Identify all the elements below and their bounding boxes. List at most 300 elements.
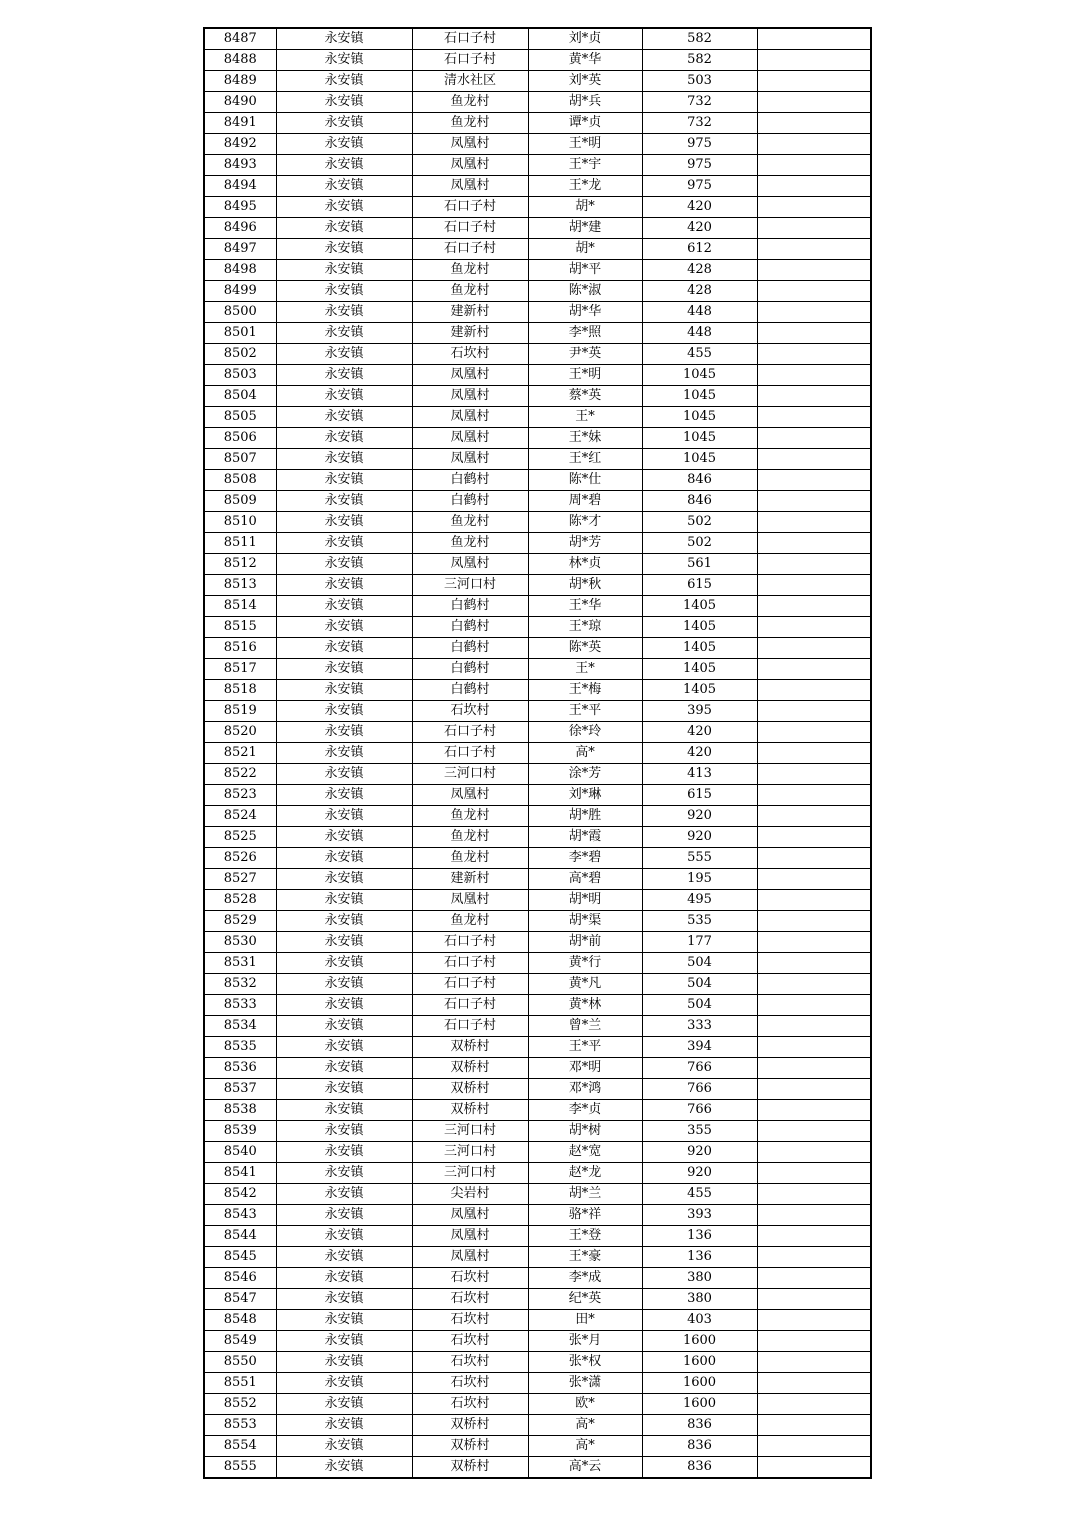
table-row [204,449,871,470]
remark-cell [757,764,871,785]
remark-cell [757,1247,871,1268]
amount-cell: 1600 [642,1373,757,1394]
village-cell: 三河口村 [412,764,528,785]
serial-number-cell: 8501 [204,323,276,344]
name-cell: 张*权 [528,1352,642,1373]
village-cell: 尖岩村 [412,1184,528,1205]
village-cell: 石坎村 [412,1268,528,1289]
serial-number-cell: 8534 [204,1016,276,1037]
village-cell: 鱼龙村 [412,848,528,869]
remark-cell [757,1121,871,1142]
amount-cell: 504 [642,953,757,974]
amount-cell: 403 [642,1310,757,1331]
serial-number-cell: 8493 [204,155,276,176]
village-cell: 石口子村 [412,953,528,974]
serial-number-cell: 8549 [204,1331,276,1352]
remark-cell [757,449,871,470]
remark-cell [757,659,871,680]
remark-cell [757,1016,871,1037]
town-cell: 永安镇 [276,827,412,848]
amount-cell: 393 [642,1205,757,1226]
town-cell: 永安镇 [276,1058,412,1079]
remark-cell [757,155,871,176]
serial-number-cell: 8512 [204,554,276,575]
village-cell: 三河口村 [412,1121,528,1142]
name-cell: 王*明 [528,365,642,386]
remark-cell [757,1268,871,1289]
remark-cell [757,1394,871,1415]
amount-cell: 1045 [642,428,757,449]
village-cell: 鱼龙村 [412,827,528,848]
village-cell: 凤凰村 [412,1226,528,1247]
serial-number-cell: 8539 [204,1121,276,1142]
town-cell: 永安镇 [276,575,412,596]
table-row [204,743,871,764]
serial-number-cell: 8525 [204,827,276,848]
village-cell: 凤凰村 [412,428,528,449]
name-cell: 周*碧 [528,491,642,512]
name-cell: 胡*建 [528,218,642,239]
amount-cell: 975 [642,176,757,197]
town-cell: 永安镇 [276,1079,412,1100]
village-cell: 石口子村 [412,197,528,218]
remark-cell [757,323,871,344]
name-cell: 胡*兵 [528,92,642,113]
serial-number-cell: 8507 [204,449,276,470]
table-row [204,911,871,932]
village-cell: 凤凰村 [412,890,528,911]
serial-number-cell: 8535 [204,1037,276,1058]
town-cell: 永安镇 [276,1184,412,1205]
serial-number-cell: 8521 [204,743,276,764]
village-cell: 石口子村 [412,218,528,239]
name-cell: 王*龙 [528,176,642,197]
village-cell: 双桥村 [412,1079,528,1100]
name-cell: 陈*仕 [528,470,642,491]
amount-cell: 920 [642,827,757,848]
remark-cell [757,1079,871,1100]
remark-cell [757,1100,871,1121]
village-cell: 凤凰村 [412,407,528,428]
town-cell: 永安镇 [276,1310,412,1331]
table-row [204,407,871,428]
amount-cell: 920 [642,1163,757,1184]
remark-cell [757,575,871,596]
serial-number-cell: 8524 [204,806,276,827]
serial-number-cell: 8541 [204,1163,276,1184]
village-cell: 凤凰村 [412,1247,528,1268]
name-cell: 黄*凡 [528,974,642,995]
serial-number-cell: 8511 [204,533,276,554]
table-row [204,638,871,659]
village-cell: 凤凰村 [412,365,528,386]
amount-cell: 333 [642,1016,757,1037]
table-row [204,1331,871,1352]
name-cell: 刘*贞 [528,28,642,50]
town-cell: 永安镇 [276,176,412,197]
table-row [204,1457,871,1479]
serial-number-cell: 8543 [204,1205,276,1226]
amount-cell: 428 [642,260,757,281]
amount-cell: 836 [642,1436,757,1457]
name-cell: 胡* [528,239,642,260]
town-cell: 永安镇 [276,1142,412,1163]
village-cell: 石口子村 [412,1016,528,1037]
town-cell: 永安镇 [276,197,412,218]
remark-cell [757,28,871,50]
name-cell: 王*宇 [528,155,642,176]
serial-number-cell: 8489 [204,71,276,92]
amount-cell: 836 [642,1457,757,1479]
serial-number-cell: 8545 [204,1247,276,1268]
name-cell: 王*梅 [528,680,642,701]
amount-cell: 448 [642,302,757,323]
table-row [204,218,871,239]
village-cell: 双桥村 [412,1058,528,1079]
table-row [204,365,871,386]
village-cell: 石坎村 [412,1289,528,1310]
village-cell: 双桥村 [412,1100,528,1121]
table-row [204,680,871,701]
amount-cell: 136 [642,1226,757,1247]
amount-cell: 502 [642,512,757,533]
remark-cell [757,596,871,617]
amount-cell: 1045 [642,407,757,428]
town-cell: 永安镇 [276,512,412,533]
serial-number-cell: 8509 [204,491,276,512]
table-row [204,1016,871,1037]
remark-cell [757,638,871,659]
name-cell: 刘*英 [528,71,642,92]
town-cell: 永安镇 [276,995,412,1016]
amount-cell: 732 [642,113,757,134]
serial-number-cell: 8492 [204,134,276,155]
amount-cell: 836 [642,1415,757,1436]
name-cell: 赵*宽 [528,1142,642,1163]
remark-cell [757,869,871,890]
town-cell: 永安镇 [276,1331,412,1352]
village-cell: 凤凰村 [412,449,528,470]
table-row [204,617,871,638]
town-cell: 永安镇 [276,71,412,92]
name-cell: 王*豪 [528,1247,642,1268]
village-cell: 建新村 [412,869,528,890]
name-cell: 胡*芳 [528,533,642,554]
name-cell: 林*贞 [528,554,642,575]
town-cell: 永安镇 [276,1415,412,1436]
amount-cell: 1405 [642,596,757,617]
amount-cell: 177 [642,932,757,953]
village-cell: 石坎村 [412,1394,528,1415]
name-cell: 胡*胜 [528,806,642,827]
remark-cell [757,50,871,71]
town-cell: 永安镇 [276,743,412,764]
table-row [204,1226,871,1247]
serial-number-cell: 8529 [204,911,276,932]
amount-cell: 1045 [642,365,757,386]
remark-cell [757,1289,871,1310]
table-row [204,28,871,50]
town-cell: 永安镇 [276,869,412,890]
table-row [204,701,871,722]
town-cell: 永安镇 [276,50,412,71]
serial-number-cell: 8547 [204,1289,276,1310]
name-cell: 尹*英 [528,344,642,365]
amount-cell: 582 [642,28,757,50]
village-cell: 鱼龙村 [412,260,528,281]
town-cell: 永安镇 [276,1394,412,1415]
name-cell: 胡*平 [528,260,642,281]
village-cell: 鱼龙村 [412,113,528,134]
remark-cell [757,722,871,743]
amount-cell: 448 [642,323,757,344]
serial-number-cell: 8514 [204,596,276,617]
serial-number-cell: 8531 [204,953,276,974]
town-cell: 永安镇 [276,281,412,302]
remark-cell [757,386,871,407]
amount-cell: 502 [642,533,757,554]
amount-cell: 920 [642,1142,757,1163]
amount-cell: 1405 [642,659,757,680]
amount-cell: 1600 [642,1331,757,1352]
town-cell: 永安镇 [276,974,412,995]
village-cell: 白鹤村 [412,470,528,491]
table-row [204,239,871,260]
table-row [204,155,871,176]
name-cell: 黄*行 [528,953,642,974]
table-row [204,533,871,554]
serial-number-cell: 8554 [204,1436,276,1457]
amount-cell: 975 [642,134,757,155]
town-cell: 永安镇 [276,932,412,953]
data-sheet [203,27,870,1479]
table-row [204,827,871,848]
town-cell: 永安镇 [276,1436,412,1457]
name-cell: 陈*英 [528,638,642,659]
amount-cell: 455 [642,344,757,365]
remark-cell [757,218,871,239]
table-row [204,1184,871,1205]
village-cell: 石坎村 [412,1310,528,1331]
amount-cell: 455 [642,1184,757,1205]
remark-cell [757,1436,871,1457]
amount-cell: 495 [642,890,757,911]
remark-cell [757,680,871,701]
name-cell: 田* [528,1310,642,1331]
town-cell: 永安镇 [276,533,412,554]
town-cell: 永安镇 [276,848,412,869]
amount-cell: 136 [642,1247,757,1268]
table-row [204,176,871,197]
table-row [204,344,871,365]
serial-number-cell: 8495 [204,197,276,218]
remark-cell [757,974,871,995]
village-cell: 石口子村 [412,50,528,71]
village-cell: 清水社区 [412,71,528,92]
serial-number-cell: 8533 [204,995,276,1016]
table-row [204,1352,871,1373]
records-table [203,27,872,1479]
amount-cell: 413 [642,764,757,785]
town-cell: 永安镇 [276,911,412,932]
remark-cell [757,470,871,491]
name-cell: 李*贞 [528,1100,642,1121]
village-cell: 石口子村 [412,932,528,953]
serial-number-cell: 8497 [204,239,276,260]
name-cell: 曾*兰 [528,1016,642,1037]
amount-cell: 766 [642,1079,757,1100]
remark-cell [757,911,871,932]
name-cell: 胡*前 [528,932,642,953]
table-row [204,512,871,533]
name-cell: 高*云 [528,1457,642,1479]
serial-number-cell: 8517 [204,659,276,680]
name-cell: 胡* [528,197,642,218]
table-row [204,260,871,281]
table-row [204,281,871,302]
village-cell: 石坎村 [412,344,528,365]
serial-number-cell: 8530 [204,932,276,953]
name-cell: 王*登 [528,1226,642,1247]
name-cell: 胡*华 [528,302,642,323]
table-row [204,953,871,974]
amount-cell: 1045 [642,449,757,470]
table-row [204,92,871,113]
village-cell: 石口子村 [412,722,528,743]
amount-cell: 1600 [642,1352,757,1373]
amount-cell: 1405 [642,617,757,638]
serial-number-cell: 8542 [204,1184,276,1205]
amount-cell: 846 [642,491,757,512]
table-row [204,428,871,449]
village-cell: 双桥村 [412,1037,528,1058]
village-cell: 石口子村 [412,995,528,1016]
table-row [204,1436,871,1457]
table-row [204,869,871,890]
table-row [204,785,871,806]
name-cell: 胡*兰 [528,1184,642,1205]
serial-number-cell: 8491 [204,113,276,134]
serial-number-cell: 8550 [204,1352,276,1373]
name-cell: 纪*英 [528,1289,642,1310]
serial-number-cell: 8540 [204,1142,276,1163]
table-row [204,1373,871,1394]
serial-number-cell: 8500 [204,302,276,323]
serial-number-cell: 8487 [204,28,276,50]
amount-cell: 582 [642,50,757,71]
remark-cell [757,365,871,386]
town-cell: 永安镇 [276,260,412,281]
town-cell: 永安镇 [276,596,412,617]
remark-cell [757,1373,871,1394]
table-row [204,659,871,680]
amount-cell: 380 [642,1289,757,1310]
amount-cell: 1405 [642,638,757,659]
village-cell: 建新村 [412,323,528,344]
village-cell: 凤凰村 [412,785,528,806]
name-cell: 高*碧 [528,869,642,890]
village-cell: 三河口村 [412,1142,528,1163]
remark-cell [757,134,871,155]
serial-number-cell: 8506 [204,428,276,449]
town-cell: 永安镇 [276,155,412,176]
name-cell: 陈*淑 [528,281,642,302]
name-cell: 王*华 [528,596,642,617]
village-cell: 鱼龙村 [412,806,528,827]
remark-cell [757,1163,871,1184]
name-cell: 黄*林 [528,995,642,1016]
town-cell: 永安镇 [276,1016,412,1037]
serial-number-cell: 8513 [204,575,276,596]
remark-cell [757,932,871,953]
village-cell: 凤凰村 [412,1205,528,1226]
serial-number-cell: 8499 [204,281,276,302]
table-row [204,1205,871,1226]
village-cell: 石口子村 [412,974,528,995]
name-cell: 刘*琳 [528,785,642,806]
amount-cell: 420 [642,197,757,218]
serial-number-cell: 8551 [204,1373,276,1394]
serial-number-cell: 8516 [204,638,276,659]
amount-cell: 561 [642,554,757,575]
town-cell: 永安镇 [276,386,412,407]
table-row [204,470,871,491]
amount-cell: 428 [642,281,757,302]
amount-cell: 766 [642,1058,757,1079]
village-cell: 鱼龙村 [412,911,528,932]
village-cell: 白鹤村 [412,617,528,638]
table-row [204,995,871,1016]
remark-cell [757,1205,871,1226]
serial-number-cell: 8496 [204,218,276,239]
town-cell: 永安镇 [276,344,412,365]
table-row [204,806,871,827]
table-row [204,1415,871,1436]
amount-cell: 975 [642,155,757,176]
name-cell: 王* [528,659,642,680]
remark-cell [757,1331,871,1352]
amount-cell: 504 [642,974,757,995]
table-row [204,50,871,71]
town-cell: 永安镇 [276,1373,412,1394]
remark-cell [757,533,871,554]
records-table-body [204,28,871,1478]
village-cell: 双桥村 [412,1436,528,1457]
name-cell: 王*明 [528,134,642,155]
town-cell: 永安镇 [276,659,412,680]
town-cell: 永安镇 [276,785,412,806]
amount-cell: 920 [642,806,757,827]
amount-cell: 1405 [642,680,757,701]
remark-cell [757,617,871,638]
table-row [204,554,871,575]
serial-number-cell: 8490 [204,92,276,113]
town-cell: 永安镇 [276,28,412,50]
name-cell: 蔡*英 [528,386,642,407]
name-cell: 徐*玲 [528,722,642,743]
amount-cell: 732 [642,92,757,113]
town-cell: 永安镇 [276,113,412,134]
name-cell: 高* [528,1436,642,1457]
serial-number-cell: 8537 [204,1079,276,1100]
serial-number-cell: 8523 [204,785,276,806]
town-cell: 永安镇 [276,407,412,428]
town-cell: 永安镇 [276,1247,412,1268]
remark-cell [757,1415,871,1436]
serial-number-cell: 8526 [204,848,276,869]
remark-cell [757,743,871,764]
amount-cell: 766 [642,1100,757,1121]
